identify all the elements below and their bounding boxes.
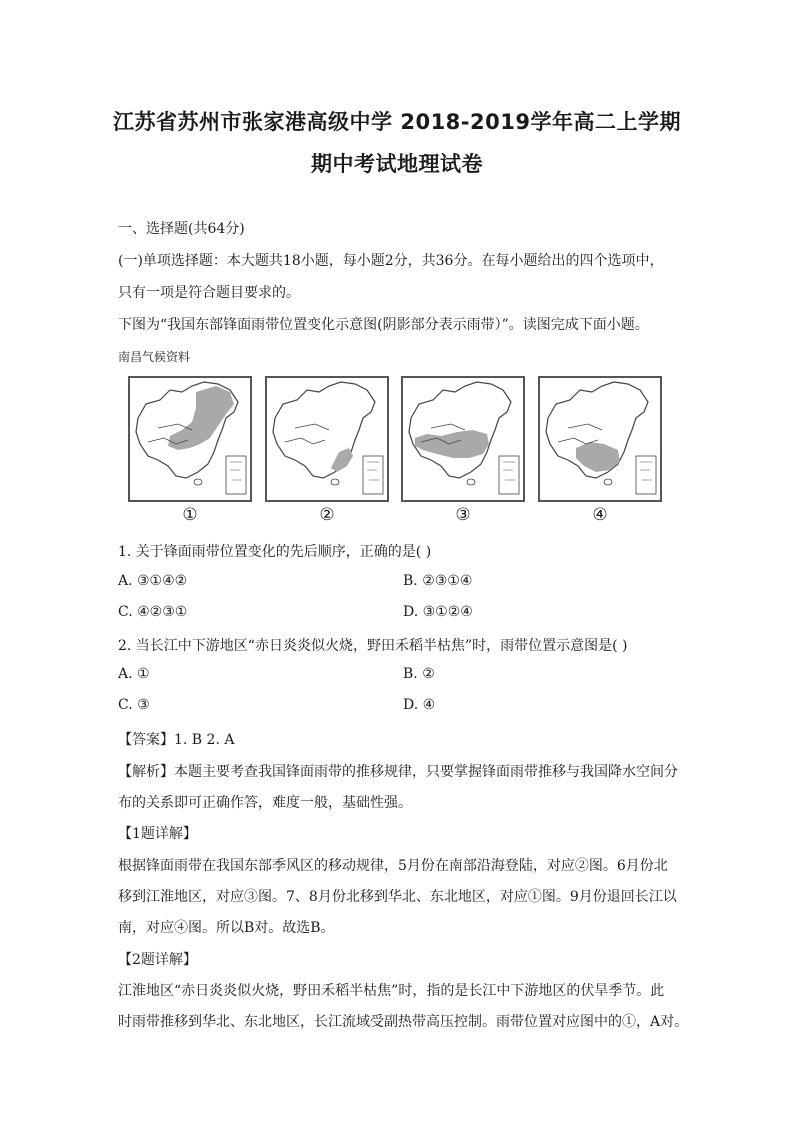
map-figure-4 xyxy=(538,376,662,502)
map-figure-2 xyxy=(265,376,389,502)
instructions-line1: (一)单项选择题：本大题共18小题，每小题2分，共36分。在每小题给出的四个选项中， xyxy=(118,253,664,269)
question-1-option-d: D. ③①②④ xyxy=(403,604,473,620)
detail-2-line2: 时雨带推移到华北、东北地区，长江流域受副热带高压控制。雨带位置对应图中的①，A对。 xyxy=(118,1014,689,1030)
detail-2-header: 【2题详解】 xyxy=(118,952,197,968)
question-intro: 下图为“我国东部锋面雨带位置变化示意图(阴影部分表示雨带）”。读图完成下面小题。 xyxy=(118,317,649,333)
answer-line: 【答案】1. B 2. A xyxy=(118,732,235,748)
map-label-1: ① xyxy=(182,505,198,525)
detail-1-header: 【1题详解】 xyxy=(118,826,197,842)
instructions-line2: 只有一项是符合题目要求的。 xyxy=(118,285,300,301)
question-2-option-b: B. ② xyxy=(403,666,435,682)
detail-2-line1: 江淮地区“赤日炎炎似火烧，野田禾稻半枯焦”时，指的是长江中下游地区的伏旱季节。此 xyxy=(118,983,665,999)
china-map-3 xyxy=(403,378,523,500)
map-figure-1 xyxy=(128,376,252,502)
map-label-2: ② xyxy=(319,505,335,525)
question-2-option-d: D. ④ xyxy=(403,697,436,713)
detail-1-line2: 移到江淮地区，对应③图。7、8月份北移到华北、东北地区，对应①图。9月份退回长江以 xyxy=(118,889,677,905)
section-heading: 一、选择题(共64分) xyxy=(118,221,245,237)
document-title-line1: 江苏省苏州市张家港高级中学 2018-2019学年高二上学期 xyxy=(113,110,681,134)
question-2-option-a: A. ① xyxy=(118,666,150,682)
document-title-line2: 期中考试地理试卷 xyxy=(311,152,483,176)
detail-1-line3: 南，对应④图。所以B对。故选B。 xyxy=(118,920,335,936)
rainband-maps xyxy=(128,376,664,526)
detail-1-line1: 根据锋面雨带在我国东部季风区的移动规律，5月份在南部沿海登陆，对应②图。6月份北 xyxy=(118,858,668,874)
question-2-option-c: C. ③ xyxy=(118,697,150,713)
map-label-4: ④ xyxy=(592,505,608,525)
map-label-3: ③ xyxy=(455,505,471,525)
analysis-line2: 布的关系即可正确作答，难度一般，基础性强。 xyxy=(118,795,412,811)
map-figure-3 xyxy=(401,376,525,502)
china-map-2 xyxy=(267,378,387,500)
question-1-option-a: A. ③①④② xyxy=(118,573,188,589)
china-map-4 xyxy=(540,378,660,500)
analysis-line1: 【解析】本题主要考查我国锋面雨带的推移规律，只要掌握锋面雨带推移与我国降水空间分 xyxy=(118,764,678,780)
question-1-option-b: B. ②③①④ xyxy=(403,573,473,589)
china-map-1 xyxy=(130,378,250,500)
question-1-stem: 1. 关于锋面雨带位置变化的先后顺序，正确的是( ) xyxy=(118,544,432,560)
question-2-stem: 2. 当长江中下游地区“赤日炎炎似火烧，野田禾稻半枯焦”时，雨带位置示意图是( ) xyxy=(118,638,628,654)
question-1-option-c: C. ④②③① xyxy=(118,604,188,620)
figure-source: 南昌气候资料 xyxy=(118,350,191,364)
